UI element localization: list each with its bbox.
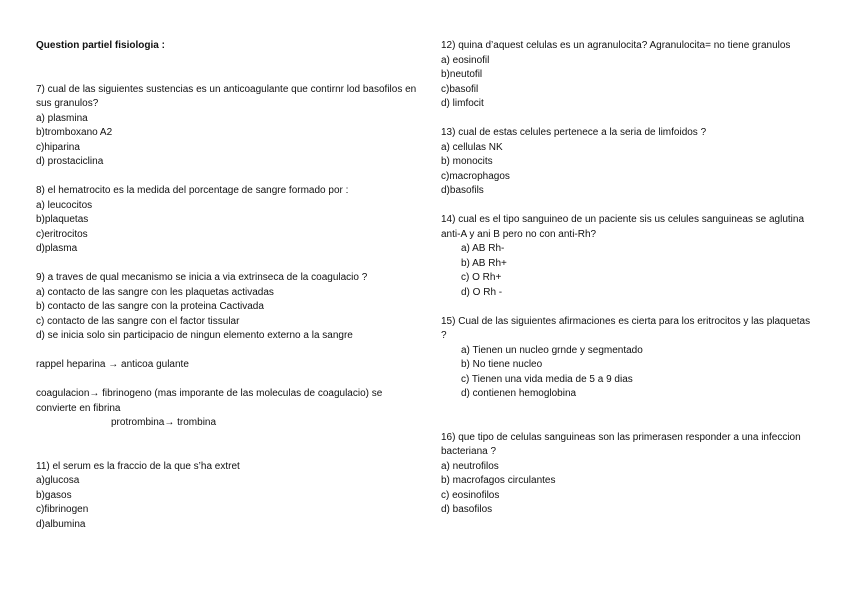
question-11	[36, 460, 421, 533]
question-stem: 11) el serum es la fraccio de la que s’ha extret	[36, 460, 240, 472]
option: a) plasmina	[36, 112, 88, 124]
question-stem: 8) el hematrocito es la medida del porcentage de sangre formado por :	[36, 185, 349, 196]
option: d) limfocit	[441, 98, 484, 109]
option: a) Tienen un nucleo grnde y segmentado	[461, 344, 643, 356]
document-title: Question partiel fisiologia :	[36, 40, 165, 51]
option: c) eosinofilos	[441, 489, 500, 501]
option: d)albumina	[36, 518, 86, 530]
option: c) O Rh+	[461, 272, 502, 283]
option: c)macrophagos	[441, 170, 510, 182]
option: c)hiparina	[36, 141, 80, 153]
option: b)tromboxano A2	[36, 127, 113, 138]
option: d) O Rh -	[461, 286, 503, 298]
question-16	[441, 431, 811, 518]
option: b) monocits	[441, 156, 493, 167]
option: c)fibrinogen	[36, 504, 89, 515]
question-stem: 9) a traves de qual mecanismo se inicia a via extrinseca de la coagulacio ?	[36, 272, 368, 283]
option: a) contacto de las sangre con les plaquetas activadas	[36, 286, 274, 298]
option: a) leucocitos	[36, 199, 93, 211]
note-text: coagulacion→ fibrinogeno (mas imporante de las moleculas de coagulacio) se convierte en fibrina	[36, 388, 383, 414]
question-9	[36, 271, 421, 344]
option: b)plaquetas	[36, 214, 89, 225]
option: d)basofils	[441, 185, 484, 196]
question-stem: 7) cual de las siguientes sustencias es un anticoagulante que contirnr lod basofilos en sus granulos?	[36, 83, 417, 109]
question-13	[441, 126, 811, 199]
option: c) contacto de las sangre con el factor tissular	[36, 315, 240, 327]
question-15	[441, 315, 811, 402]
option: a) AB Rh-	[461, 243, 505, 254]
question-stem: 15) Cual de las siguientes afirmaciones es cierta para los eritrocitos y las plaquetas ?	[441, 315, 811, 341]
option: b) AB Rh+	[461, 257, 507, 269]
question-stem: 12) quina d’aquest celulas es un agranulocita? Agranulocita= no tiene granulos	[441, 40, 791, 51]
question-8	[36, 184, 421, 257]
question-stem: 16) que tipo de celulas sanguineas son las primerasen responder a una infeccion bacteriana ?	[441, 431, 801, 457]
question-14	[441, 213, 811, 300]
note-heparina	[36, 358, 421, 373]
option: a) cellulas NK	[441, 141, 503, 153]
right-column	[441, 39, 811, 532]
question-stem: 13) cual de estas celules pertenece a la seria de limfoidos ?	[441, 127, 707, 138]
option: c)eritrocitos	[36, 228, 88, 240]
option: b) macrofagos circulantes	[441, 475, 556, 486]
option: a)glucosa	[36, 475, 80, 486]
option: a) neutrofilos	[441, 460, 499, 472]
question-12	[441, 39, 811, 112]
question-stem: 14) cual es el tipo sanguineo de un paciente sis us celules sanguineas se aglutina anti-A y ani B pero no con anti-Rh?	[441, 214, 805, 240]
question-7	[36, 83, 421, 170]
option: d) basofilos	[441, 504, 493, 515]
option: d) se inicia solo sin participacio de ningun elemento externo a la sangre	[36, 330, 353, 341]
option: c) Tienen una vida media de 5 a 9 dias	[461, 373, 633, 385]
option: d)plasma	[36, 243, 78, 254]
note-text: rappel heparina → anticoa gulante	[36, 359, 189, 370]
option: d) prostaciclina	[36, 156, 104, 167]
option: b) No tiene nucleo	[461, 359, 543, 370]
option: b) contacto de las sangre con la proteina Cactivada	[36, 301, 264, 312]
option: c)basofil	[441, 83, 479, 95]
note-text: protrombina→ trombina	[111, 417, 217, 428]
option: b)neutofil	[441, 69, 483, 80]
option: b)gasos	[36, 489, 72, 501]
left-column	[36, 39, 421, 547]
note-coagulacion	[36, 387, 421, 431]
option: a) eosinofil	[441, 54, 490, 66]
option: d) contienen hemoglobina	[461, 388, 577, 399]
